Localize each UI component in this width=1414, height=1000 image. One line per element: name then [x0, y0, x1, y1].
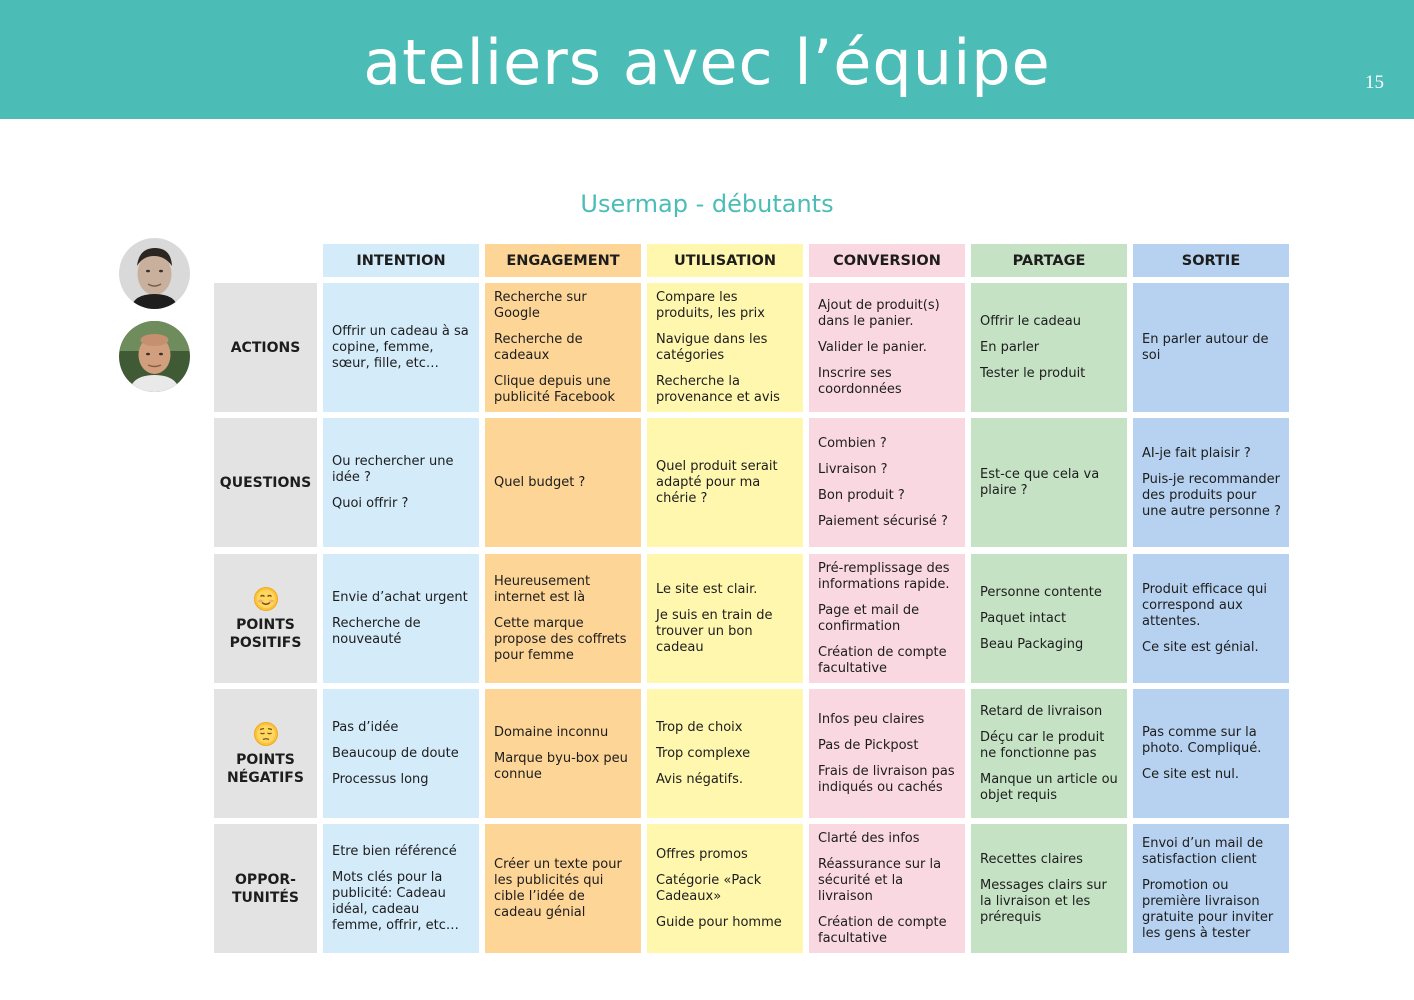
usermap-cell-conversion: [809, 689, 965, 818]
cell-item: Messages clairs sur la livraison et les prérequis: [980, 877, 1107, 925]
cell-item: Puis-je recommander des produits pour une autre personne ?: [1142, 471, 1281, 519]
cell-item: Quoi offrir ?: [332, 495, 409, 511]
row-label-line: POINTS: [236, 616, 295, 633]
cell-item: Cette marque propose des coffrets pour femme: [494, 615, 627, 663]
usermap-cell-partage: [971, 689, 1127, 818]
cell-item: Clarté des infos: [818, 830, 920, 846]
cell-item: Beau Packaging: [980, 636, 1084, 652]
cell-item: Guide pour homme: [656, 914, 782, 930]
cell-item: Envoi d’un mail de satisfaction client: [1142, 835, 1264, 867]
row-label-line: ACTIONS: [230, 339, 301, 356]
cell-item: Pas comme sur la photo. Compliqué.: [1142, 724, 1262, 756]
cell-item: AI-je fait plaisir ?: [1142, 445, 1251, 461]
column-header-conversion: CONVERSION: [809, 244, 965, 277]
usermap-cell-engagement: [485, 554, 641, 683]
column-header-partage: PARTAGE: [971, 244, 1127, 277]
usermap-cell-sortie: [1133, 689, 1289, 818]
cell-item: Produit efficace qui correspond aux attentes.: [1142, 581, 1268, 629]
cell-item: Valider le panier.: [818, 339, 927, 355]
cell-item: Page et mail de confirmation: [818, 602, 920, 634]
cell-item: Promotion ou première livraison gratuite pour inviter les gens à tester: [1142, 877, 1274, 941]
usermap-cell-conversion: [809, 824, 965, 953]
smiling-face-icon: [253, 586, 279, 612]
cell-item: Paquet intact: [980, 610, 1067, 626]
cell-item: Marque byu-box peu connue: [494, 750, 628, 782]
usermap-cell-conversion: [809, 283, 965, 412]
row-label-line: QUESTIONS: [219, 474, 312, 491]
usermap-cell-utilisation: [647, 554, 803, 683]
usermap-cell-utilisation: [647, 283, 803, 412]
cell-item: Créer un texte pour les publicités qui cible l’idée de cadeau génial: [494, 856, 622, 920]
usermap-cell-sortie: [1133, 418, 1289, 547]
usermap-cell-intention: [323, 418, 479, 547]
cell-item: Domaine inconnu: [494, 724, 609, 740]
avatar: [119, 321, 190, 392]
cell-item: Pré-remplissage des informations rapide.: [818, 560, 950, 592]
usermap-cell-intention: [323, 824, 479, 953]
cell-item: Avis négatifs.: [656, 771, 743, 787]
cell-item: Ce site est nul.: [1142, 766, 1240, 782]
cell-item: Navigue dans les catégories: [656, 331, 768, 363]
cell-item: Bon produit ?: [818, 487, 905, 503]
cell-item: Recherche de cadeaux: [494, 331, 583, 363]
cell-item: Offres promos: [656, 846, 748, 862]
usermap-cell-intention: [323, 283, 479, 412]
cell-item: Inscrire ses coordonnées: [818, 365, 902, 397]
row-label-points-positifs: [214, 554, 317, 683]
row-label-line: TUNITÉS: [231, 889, 300, 906]
cell-item: Déçu car le produit ne fonctionne pas: [980, 729, 1105, 761]
cell-item: En parler autour de soi: [1142, 331, 1269, 363]
usermap-cell-sortie: [1133, 283, 1289, 412]
cell-item: Infos peu claires: [818, 711, 925, 727]
page-title: ateliers avec l’équipe: [363, 26, 1051, 99]
usermap-cell-partage: [971, 418, 1127, 547]
cell-item: Trop complexe: [656, 745, 751, 761]
cell-item: Offrir un cadeau à sa copine, femme, sœur, fille, etc…: [332, 323, 469, 371]
cell-item: Beaucoup de doute: [332, 745, 459, 761]
usermap-cell-partage: [971, 824, 1127, 953]
usermap-cell-partage: [971, 554, 1127, 683]
header-bar: [0, 0, 1414, 119]
cell-item: Trop de choix: [656, 719, 743, 735]
cell-item: Création de compte facultative: [818, 914, 947, 946]
cell-item: Etre bien référencé: [332, 843, 457, 859]
usermap-cell-conversion: [809, 418, 965, 547]
usermap-cell-engagement: [485, 283, 641, 412]
cell-item: Retard de livraison: [980, 703, 1103, 719]
usermap-cell-utilisation: [647, 418, 803, 547]
usermap-cell-sortie: [1133, 824, 1289, 953]
row-label-line: NÉGATIFS: [227, 769, 304, 786]
cell-item: Pas d’idée: [332, 719, 399, 735]
cell-item: Recherche la provenance et avis: [656, 373, 780, 405]
usermap-cell-intention: [323, 554, 479, 683]
row-label-actions: [214, 283, 317, 412]
cell-item: Clique depuis une publicité Facebook: [494, 373, 616, 405]
cell-item: Réassurance sur la sécurité et la livraison: [818, 856, 942, 904]
cell-item: Ce site est génial.: [1142, 639, 1259, 655]
cell-item: Est-ce que cela va plaire ?: [980, 466, 1100, 498]
row-label-points-negatifs: [214, 689, 317, 818]
cell-item: Livraison ?: [818, 461, 888, 477]
cell-item: Recettes claires: [980, 851, 1083, 867]
column-header-sortie: SORTIE: [1133, 244, 1289, 277]
cell-item: Quel produit serait adapté pour ma chérie ?: [656, 458, 778, 506]
column-header-engagement: ENGAGEMENT: [485, 244, 641, 277]
cell-item: Envie d’achat urgent: [332, 589, 468, 605]
row-label-questions: [214, 418, 317, 547]
cell-item: Offrir le cadeau: [980, 313, 1081, 329]
cell-item: Le site est clair.: [656, 581, 758, 597]
row-label-line: POSITIFS: [229, 634, 302, 651]
usermap-cell-utilisation: [647, 689, 803, 818]
cell-item: Personne contente: [980, 584, 1102, 600]
row-label-line: POINTS: [236, 751, 295, 768]
cell-item: Recherche de nouveauté: [332, 615, 421, 647]
cell-item: Tester le produit: [980, 365, 1086, 381]
cell-item: Mots clés pour la publicité: Cadeau idéal, cadeau femme, offrir, etc…: [332, 869, 459, 933]
row-label-line: OPPOR-: [235, 871, 296, 888]
cell-item: Quel budget ?: [494, 474, 586, 490]
usermap-cell-partage: [971, 283, 1127, 412]
cell-item: Pas de Pickpost: [818, 737, 919, 753]
cell-item: En parler: [980, 339, 1040, 355]
cell-item: Recherche sur Google: [494, 289, 587, 321]
usermap-subtitle: Usermap - débutants: [580, 190, 834, 218]
cell-item: Catégorie «Pack Cadeaux»: [656, 872, 762, 904]
column-header-intention: INTENTION: [323, 244, 479, 277]
usermap-cell-engagement: [485, 689, 641, 818]
cell-item: Compare les produits, les prix: [656, 289, 765, 321]
usermap-cell-engagement: [485, 824, 641, 953]
pensive-face-icon: [253, 721, 279, 747]
cell-item: Paiement sécurisé ?: [818, 513, 948, 529]
usermap-cell-utilisation: [647, 824, 803, 953]
cell-item: Ou rechercher une idée ?: [332, 453, 454, 485]
cell-item: Création de compte facultative: [818, 644, 947, 676]
usermap-cell-intention: [323, 689, 479, 818]
usermap-cell-sortie: [1133, 554, 1289, 683]
page-number: 15: [1365, 72, 1384, 93]
cell-item: Combien ?: [818, 435, 887, 451]
avatar: [119, 238, 190, 309]
cell-item: Processus long: [332, 771, 429, 787]
cell-item: Manque un article ou objet requis: [980, 771, 1118, 803]
cell-item: Heureusement internet est là: [494, 573, 591, 605]
cell-item: Frais de livraison pas indiqués ou cachés: [818, 763, 955, 795]
cell-item: Je suis en train de trouver un bon cadeau: [656, 607, 773, 655]
cell-item: Ajout de produit(s) dans le panier.: [818, 297, 940, 329]
person-photo-icon: [119, 321, 190, 392]
column-header-utilisation: UTILISATION: [647, 244, 803, 277]
usermap-cell-engagement: [485, 418, 641, 547]
person-photo-icon: [119, 238, 190, 309]
usermap-cell-conversion: [809, 554, 965, 683]
row-label-opportunites: [214, 824, 317, 953]
